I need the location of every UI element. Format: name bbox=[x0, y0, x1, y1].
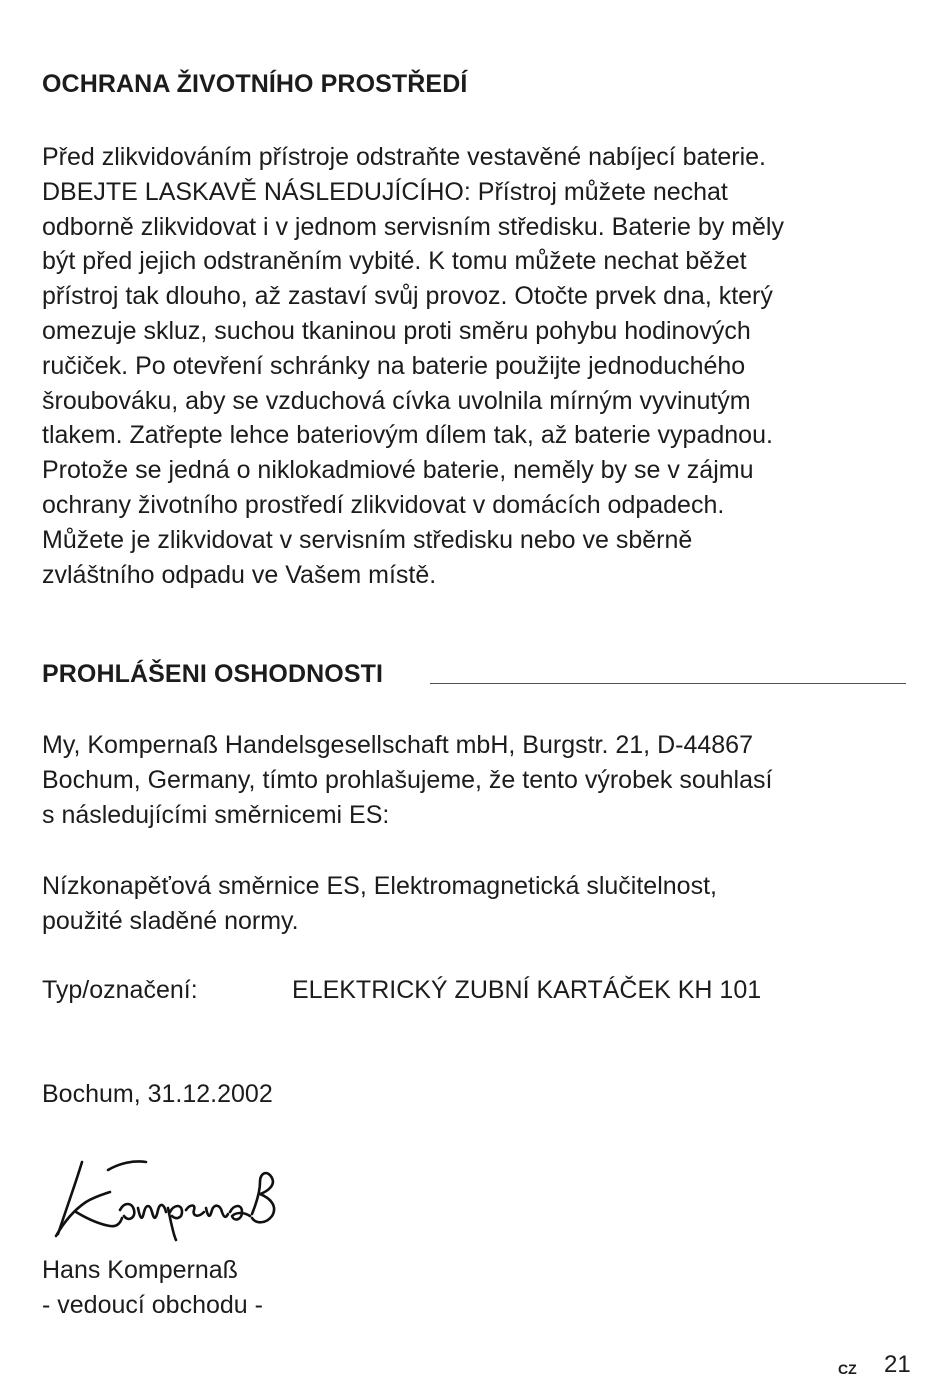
paragraph-line: Můžete je zlikvidovat v servisním středisku nebo ve sběrně bbox=[42, 525, 693, 554]
page-number: 21 bbox=[884, 1351, 911, 1378]
heading-rule-divider bbox=[430, 683, 906, 684]
paragraph-line: šroubováku, aby se vzduchová cívka uvolnila mírným vyvinutým bbox=[42, 386, 751, 415]
declaration-heading: PROHLÁŠENI OSHODNOSTI bbox=[42, 660, 384, 688]
paragraph-line: odborně zlikvidovat i v jednom servisním středisku. Baterie by měly bbox=[42, 212, 784, 241]
paragraph-line: Nízkonapěťová směrnice ES, Elektromagnetická slučitelnost, bbox=[42, 872, 717, 900]
paragraph-line: být před jejich odstraněním vybité. K tomu můžete nechat běžet bbox=[42, 247, 747, 276]
handwritten-signature bbox=[46, 1152, 286, 1242]
paragraph-line: DBEJTE LASKAVĚ NÁSLEDUJÍCÍHO: Přístroj můžete nechat bbox=[42, 177, 728, 206]
paragraph-line: ručiček. Po otevření schránky na baterie použijte jednoduchého bbox=[42, 351, 746, 380]
language-code: CZ bbox=[838, 1361, 857, 1377]
paragraph-line: s následujícími směrnicemi ES: bbox=[42, 800, 390, 829]
signer-name: Hans Kompernaß bbox=[42, 1256, 238, 1284]
place-date: Bochum, 31.12.2002 bbox=[42, 1080, 273, 1108]
paragraph-line: zvláštního odpadu ve Vašem místě. bbox=[42, 560, 437, 589]
paragraph-line: Protože se jedná o niklokadmiové baterie, neměly by se v zájmu bbox=[42, 456, 754, 485]
environment-paragraph bbox=[42, 140, 922, 592]
paragraph-line: omezuje skluz, suchou tkaninou proti směru pohybu hodinových bbox=[42, 316, 751, 345]
type-value: ELEKTRICKÝ ZUBNÍ KARTÁČEK KH 101 bbox=[292, 976, 762, 1004]
type-label: Typ/označení: bbox=[42, 976, 198, 1004]
paragraph-line: ochrany životního prostředí zlikvidovat v domácích odpadech. bbox=[42, 490, 725, 519]
paragraph-line: tlakem. Zatřepte lehce bateriovým dílem tak, až baterie vypadnou. bbox=[42, 421, 773, 450]
paragraph-line: použité sladěné normy. bbox=[42, 906, 299, 935]
environment-heading: OCHRANA ŽIVOTNÍHO PROSTŘEDÍ bbox=[42, 70, 468, 98]
signer-block bbox=[42, 1253, 263, 1323]
paragraph-line: Před zlikvidováním přístroje odstraňte vestavěné nabíjecí baterie. bbox=[42, 143, 766, 171]
paragraph-line: My, Kompernaß Handelsgesellschaft mbH, Burgstr. 21, D-44867 bbox=[42, 731, 753, 759]
norms-paragraph bbox=[42, 869, 922, 939]
paragraph-line: přístroj tak dlouho, až zastaví svůj provoz. Otočte prvek dna, který bbox=[42, 282, 773, 311]
paragraph-line: Bochum, Germany, tímto prohlašujeme, že tento výrobek souhlasí bbox=[42, 765, 773, 794]
signer-role: - vedoucí obchodu - bbox=[42, 1291, 263, 1319]
declaration-paragraph bbox=[42, 728, 922, 832]
